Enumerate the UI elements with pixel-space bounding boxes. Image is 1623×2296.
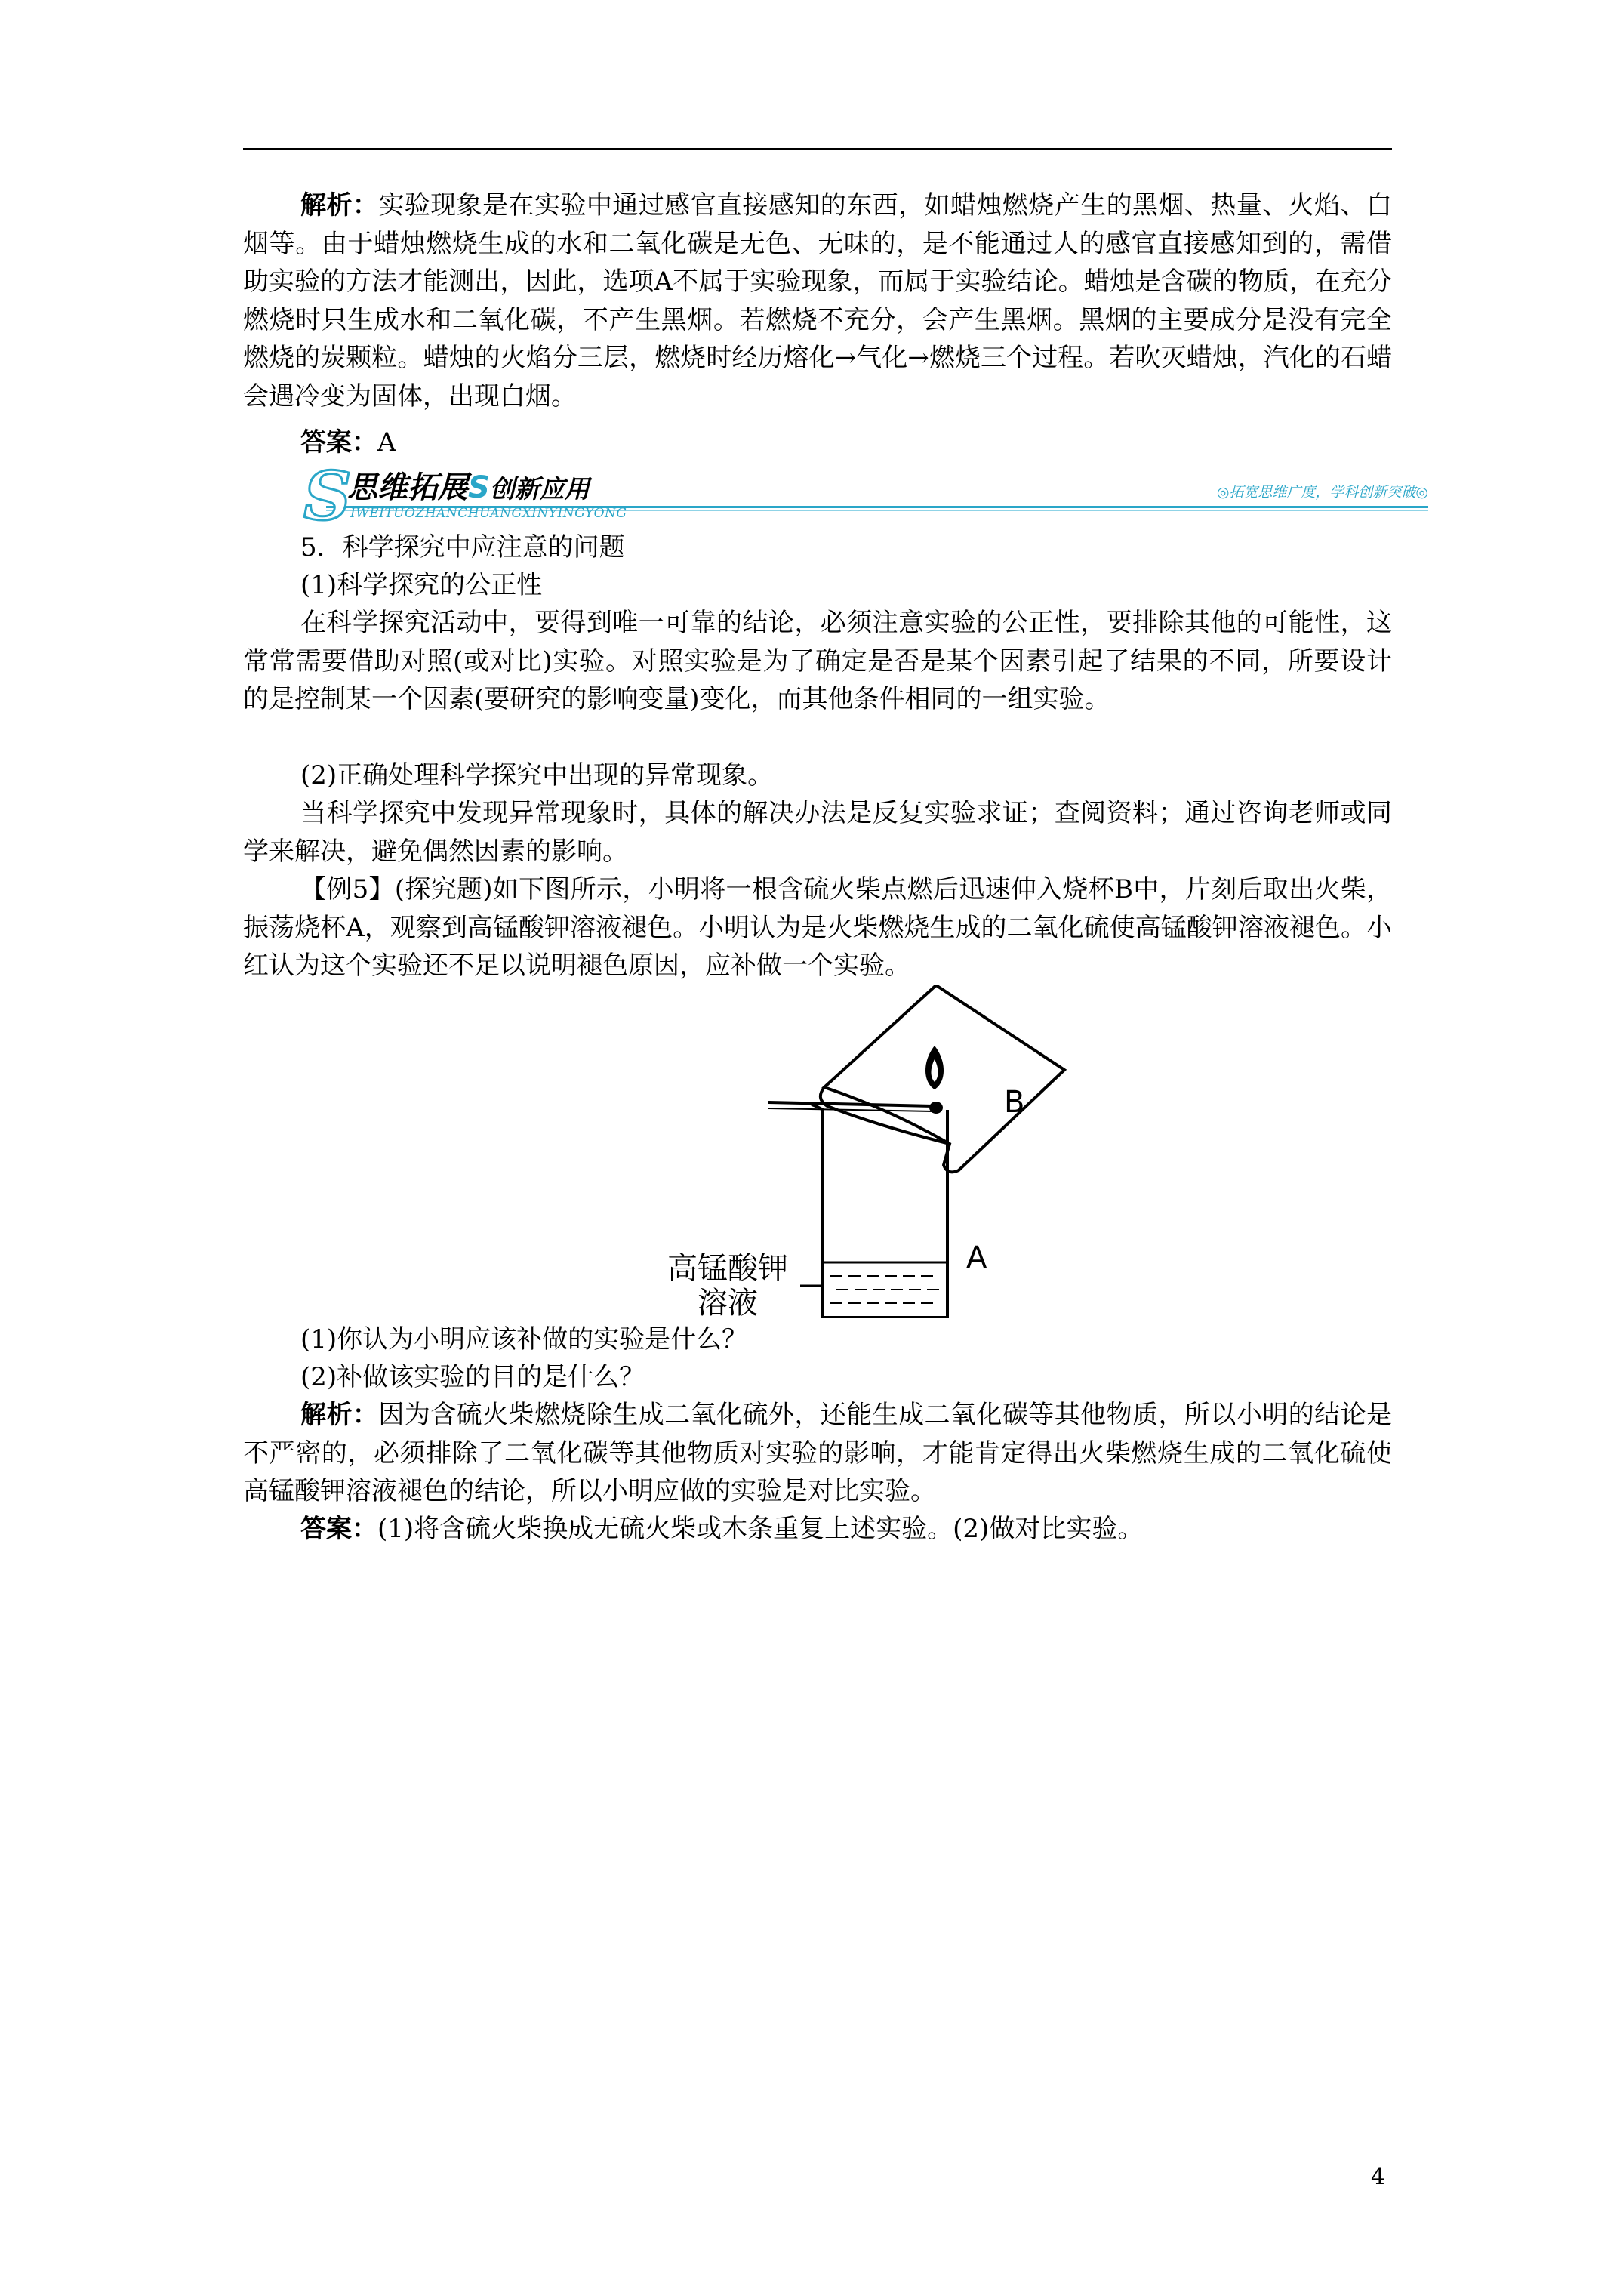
subheading-1: (1)科学探究的公正性 <box>300 570 543 600</box>
analysis-label-2: 解析： <box>300 1400 379 1430</box>
solution-liquid <box>824 1262 946 1303</box>
answer-2 <box>300 1510 1143 1548</box>
subheading-2: (2)正确处理科学探究中出现的异常现象。 <box>300 760 774 791</box>
experiment-diagram <box>649 985 1072 1321</box>
paragraph-anomaly: 当科学探究中发现异常现象时，具体的解决办法是反复实验求证；查阅资料；通过咨询老师或同学来解决，避免偶然因素的影响。 <box>243 798 1392 867</box>
banner-title-main: 思维拓展 <box>347 470 468 505</box>
question-1: (1)你认为小明应该补做的实验是什么？ <box>300 1324 748 1354</box>
match <box>768 1046 944 1114</box>
label-a: A <box>966 1240 987 1275</box>
example-5: 【例5】(探究题)如下图所示，小明将一根含硫火柴点燃后迅速伸入烧杯B中，片刻后取出火柴，振荡烧杯A，观察到高锰酸钾溶液褪色。小明认为是火柴燃烧生成的二氧化硫使高锰酸钾溶液褪色。小红认为这个实验还不足以说明褪色原因，应补做一个实验。 <box>243 874 1392 981</box>
label-solution-1: 高锰酸钾 <box>667 1251 788 1286</box>
banner-slogan: ◎拓宽思维广度，学科创新突破◎ <box>1216 484 1428 501</box>
banner-separator: S <box>468 470 490 505</box>
banner-s-logo: S <box>303 457 352 535</box>
answer-text: A <box>377 427 396 458</box>
section-banner <box>303 457 1428 535</box>
analysis-text-2: 因为含硫火柴燃烧除生成二氧化硫外，还能生成二氧化碳等其他物质，所以小明的结论是不严密的，必须排除了二氧化碳等其他物质对实验的影响，才能肯定得出火柴燃烧生成的二氧化硫使高锰酸钾溶液褪色的结论，所以小明应做的实验是对比实验。 <box>243 1400 1393 1506</box>
label-solution-2: 溶液 <box>698 1286 758 1321</box>
analysis-text: 实验现象是在实验中通过感官直接感知的东西，如蜡烛燃烧产生的黑烟、热量、火焰、白烟等。由于蜡烛燃烧生成的水和二氧化碳是无色、无味的，是不能通过人的感官直接感知到的，需借助实验的方法才能测出，因此，选项A不属于实验现象，而属于实验结论。蜡烛是含碳的物质，在充分燃烧时只生成水和二氧化碳，不产生黑烟。若燃烧不充分，会产生黑烟。黑烟的主要成分是没有完全燃烧的炭颗粒。蜡烛的火焰分三层，燃烧时经历熔化→气化→燃烧三个过程。若吹灭蜡烛，汽化的石蜡会遇冷变为固体，出现白烟。 <box>243 190 1393 411</box>
analysis-paragraph-1 <box>243 186 1392 415</box>
answer-label-2: 答案： <box>300 1514 377 1544</box>
answer-text-2: (1)将含硫火柴换成无硫火柴或木条重复上述实验。(2)做对比实验。 <box>377 1514 1144 1544</box>
banner-title <box>347 471 590 506</box>
banner-title-secondary: 创新应用 <box>489 474 590 504</box>
label-b: B <box>1004 1085 1025 1120</box>
analysis-paragraph-2 <box>243 1396 1392 1511</box>
question-2: (2)补做该实验的目的是什么？ <box>300 1362 645 1392</box>
header-rule <box>243 148 1392 150</box>
analysis-label: 解析： <box>300 190 379 220</box>
section-heading: 5．科学探究中应注意的问题 <box>300 532 625 562</box>
answer-label: 答案： <box>300 427 377 458</box>
answer-1 <box>300 424 396 461</box>
page-number: 4 <box>1371 2164 1386 2190</box>
banner-pinyin: IWEITUOZHANCHUANGXINYINGYONG <box>350 506 627 521</box>
paragraph-fairness: 在科学探究活动中，要得到唯一可靠的结论，必须注意实验的公正性，要排除其他的可能性，这常常需要借助对照(或对比)实验。对照实验是为了确定是否是某个因素引起了结果的不同，所要设计的是控制某一个因素(要研究的影响变量)变化，而其他条件相同的一组实验。 <box>243 608 1392 714</box>
